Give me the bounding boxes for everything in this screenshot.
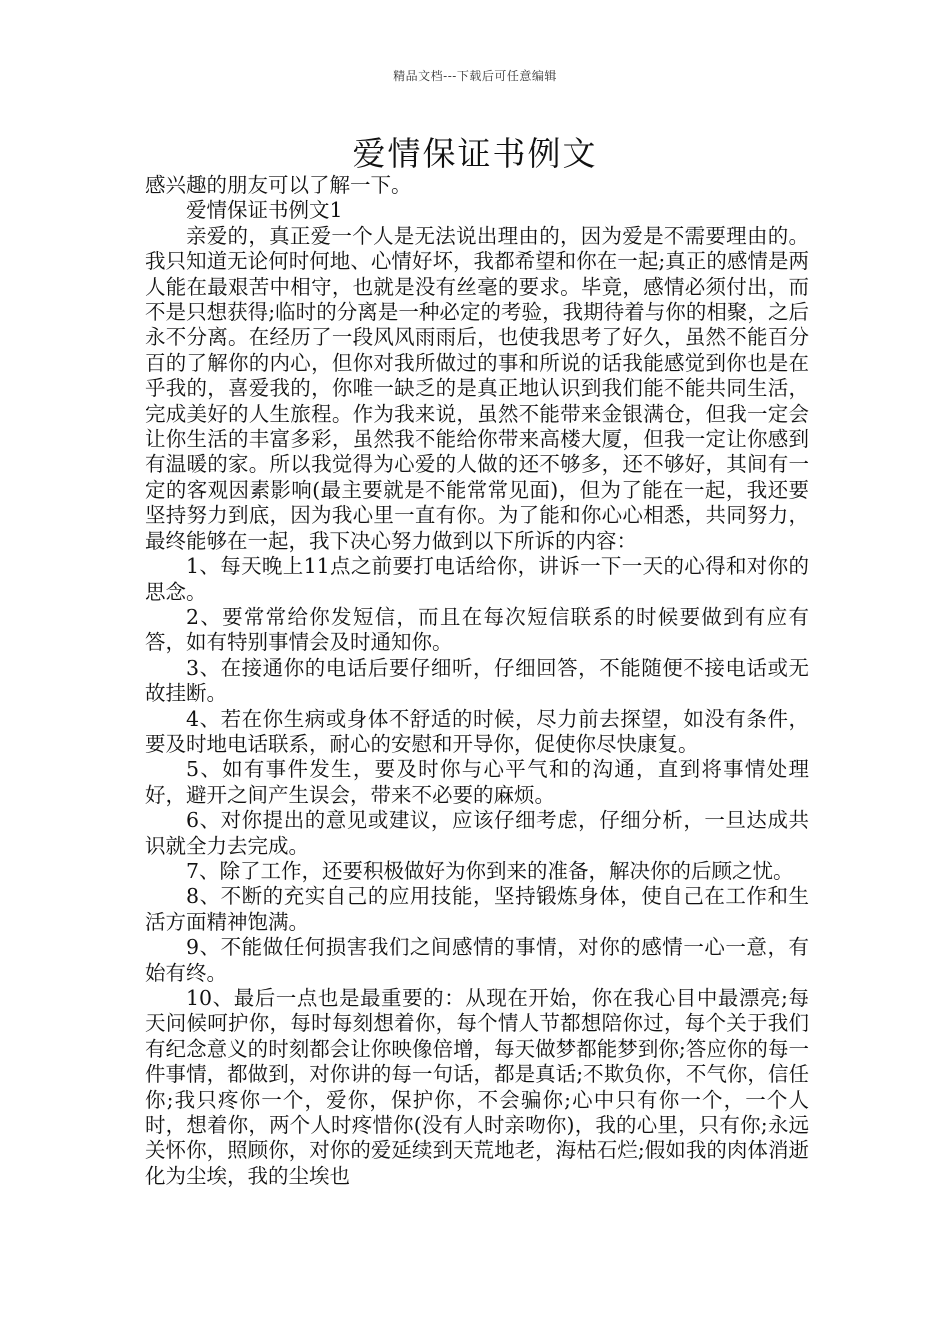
document-title: 爱情保证书例文 [352, 134, 598, 173]
promise-item-1: 1、每天晚上11点之前要打电话给你，讲诉一下一天的心得和对你的思念。 [145, 554, 809, 604]
promise-item-7: 7、除了工作，还要积极做好为你到来的准备，解决你的后顾之忧。 [186, 858, 794, 883]
promise-item-8: 8、不断的充实自己的应用技能，坚持锻炼身体，使自己在工作和生活方面精神饱满。 [145, 884, 809, 934]
opening-paragraph: 亲爱的，真正爱一个人是无法说出理由的，因为爱是不需要理由的。我只知道无论何时何地、心情好坏，我都希望和你在一起;真正的感情是两人能在最艰苦中相守，也就是没有丝毫的要求。毕竟，感情必须付出，而不是只想获得;临时的分离是一种必定的考验，我期待着与你的相聚，之后永不分离。在经历了一段风风雨雨后，也使我思考了好久，虽然不能百分百的了解你的内心，但你对我所做过的事和所说的话我能感觉到你也是在乎我的，喜爱我的，你唯一缺乏的是真正地认识到我们能不能共同生活，完成美好的人生旅程。作为我来说，虽然不能带来金银满仓，但我一定会让你生活的丰富多彩，虽然我不能给你带来高楼大厦，但我一定让你感到有温暖的家。所以我觉得为心爱的人做的还不够多，还不够好，其间有一定的客观因素影响(最主要就是不能常常见面)，但为了能在一起，我还要坚持努力到底，因为我心里一直有你。为了能和你心心相悉，共同努力，最终能够在一起，我下决心努力做到以下所诉的内容： [145, 223, 809, 553]
page-header-note: 精品文档---下载后可任意编辑 [393, 69, 557, 83]
promise-item-10: 10、最后一点也是最重要的：从现在开始，你在我心目中最漂亮;每天问候呵护你，每时每刻想着你，每个情人节都想陪你过，每个关于我们有纪念意义的时刻都会让你映像倍增，每天做梦都能梦到你;答应你的每一件事情，都做到，对你讲的每一句话，都是真话;不欺负你，不气你，信任你;我只疼你一个，爱你，保护你，不会骗你;心中只有你一个，一个人时，想着你，两个人时疼惜你(没有人时亲吻你)，我的心里，只有你;永远关怀你，照顾你，对你的爱延续到天荒地老，海枯石烂;假如我的肉体消逝化为尘埃，我的尘埃也 [145, 986, 809, 1188]
promise-item-2: 2、要常常给你发短信，而且在每次短信联系的时候要做到有应有答，如有特别事情会及时通知你。 [145, 604, 809, 655]
promise-item-3: 3、在接通你的电话后要仔细听，仔细回答，不能随便不接电话或无故挂断。 [145, 655, 809, 706]
promise-item-9: 9、不能做任何损害我们之间感情的事情，对你的感情一心一意，有始有终。 [145, 935, 809, 985]
intro-paragraph: 感兴趣的朋友可以了解一下。 [145, 173, 412, 197]
document-body [145, 173, 809, 1189]
promise-item-4: 4、若在你生病或身体不舒适的时候，尽力前去探望，如没有条件，要及时地电话联系，耐心的安慰和开导你，促使你尽快康复。 [145, 706, 809, 756]
promise-item-5: 5、如有事件发生，要及时你与心平气和的沟通，直到将事情处理好，避开之间产生误会，带来不必要的麻烦。 [145, 757, 809, 807]
promise-item-6: 6、对你提出的意见或建议，应该仔细考虑，仔细分析，一旦达成共识就全力去完成。 [145, 808, 809, 858]
section-title: 爱情保证书例文1 [186, 198, 343, 223]
